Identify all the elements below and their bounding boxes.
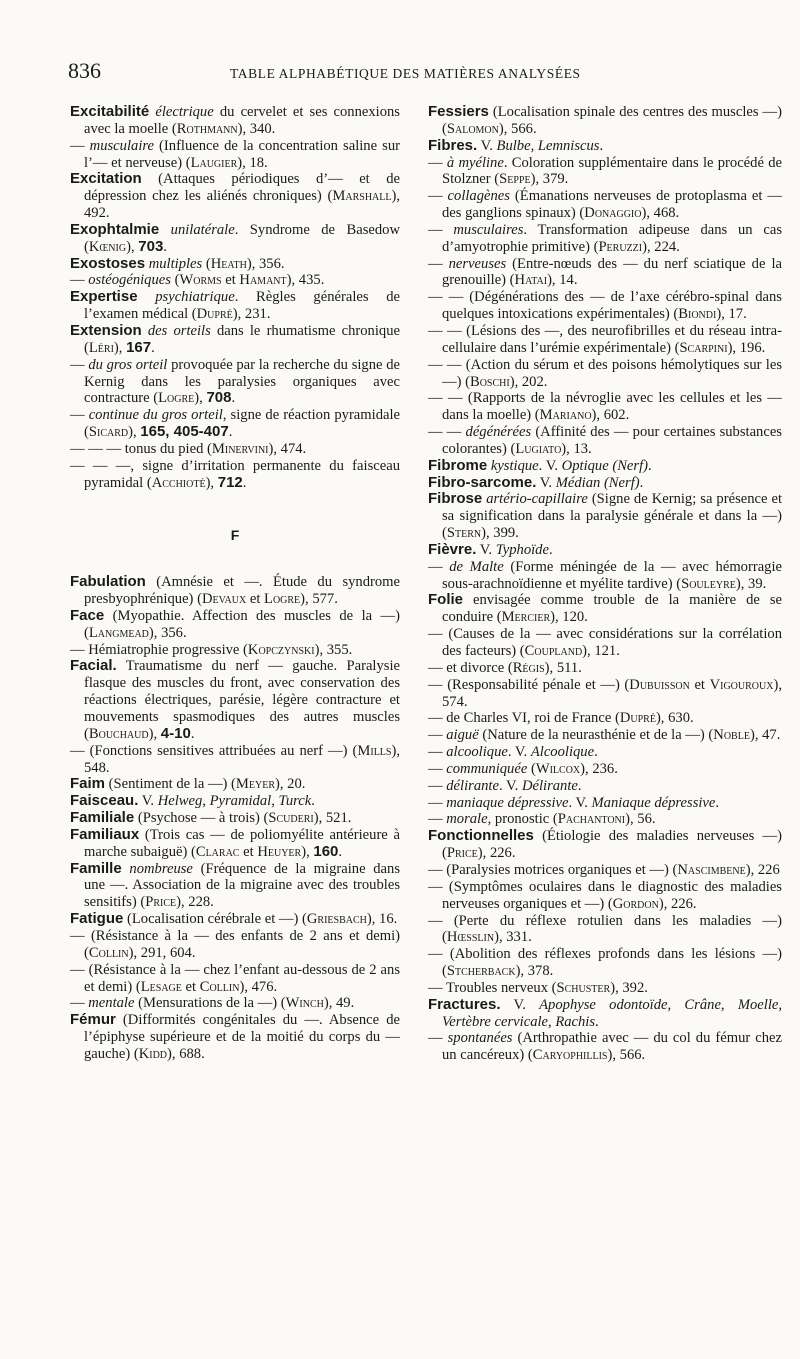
index-entry: — alcoolique. V. Alcoolique. <box>428 744 598 761</box>
index-entry: Fonctionnelles (Étiologie des maladies nerveuses —) (Price), 226. <box>428 827 782 862</box>
left-column <box>70 104 400 1063</box>
index-entry: Fibrome kystique. V. Optique (Nerf). <box>428 456 652 474</box>
index-entry: — Hémiatrophie progressive (Kopczynski), 355. <box>70 641 353 658</box>
index-entry: — continue du gros orteil, signe de réaction pyramidale (Sicard), 165, 405-407. <box>70 407 400 441</box>
index-entry: — (Paralysies motrices organiques et —) (Nascimbene), 226 <box>428 861 780 878</box>
index-entry: Facial. Traumatisme du nerf — gauche. Paralysie flasque des muscles du front, avec conservation des réactions électriques, parésie, légère contracture et mouvements spasmodiques des autres muscles (Bouchaud), 4-10. <box>70 657 400 742</box>
index-entry: — musculaires. Transformation adipeuse dans un cas d’amyotrophie primitive) (Peruzzi), 224. <box>428 221 782 255</box>
page-header <box>68 58 760 86</box>
index-entry: — (Fonctions sensitives attribuées au nerf —) (Mills), 548. <box>70 742 400 776</box>
index-entry: Fièvre. V. Typhoïde. <box>428 540 553 558</box>
index-entry: Familiale (Psychose — à trois) (Scuderi), 521. <box>70 809 352 827</box>
page-number: 836 <box>68 58 101 83</box>
index-entry: Famille nombreuse (Fréquence de la migraine dans une —. Association de la migraine avec des troubles sensitifs) (Price), 228. <box>70 859 400 911</box>
index-entry: Expertise psychiatrique. Règles générales de l’examen médical (Dupré), 231. <box>70 288 400 323</box>
index-entry: — communiquée (Wilcox), 236. <box>428 760 618 777</box>
index-entry: Fibres. V. Bulbe, Lemniscus. <box>428 136 604 154</box>
index-entry: — (Perte du réflexe rotulien dans les maladies —) (Hœsslin), 331. <box>428 912 782 946</box>
index-entry: Faisceau. V. Helweg, Pyramidal, Turck. <box>70 792 315 810</box>
index-entry: — maniaque dépressive. V. Maniaque dépressive. <box>428 794 720 811</box>
index-entry: Faim (Sentiment de la —) (Meyer), 20. <box>70 775 306 793</box>
index-entry: — (Abolition des réflexes profonds dans les lésions —) (Stcherback), 378. <box>428 946 782 980</box>
index-entry: Fibro-sarcome. V. Médian (Nerf). <box>428 473 644 491</box>
index-entry: Fatigue (Localisation cérébrale et —) (Griesbach), 16. <box>70 910 398 928</box>
index-entry: — — (Lésions des —, des neurofibrilles et du réseau intra-cellulaire dans l’urémie expérimentale) (Scarpini), 196. <box>428 322 782 356</box>
index-entry: — du gros orteil provoquée par la recherche du signe de Kernig dans les paralysies organiques avec contracture (Logre), 708. <box>70 356 400 407</box>
index-entry: Fibrose artério-capillaire (Signe de Kernig; sa présence et sa signification dans la paralysie générale et dans la —) (Stern), 399. <box>428 490 783 542</box>
index-entry: — musculaire (Influence de la concentration saline sur l’— et nerveuse) (Laugier), 18. <box>70 137 400 171</box>
index-entry: Exophtalmie unilatérale. Syndrome de Basedow (Kœnig), 703. <box>70 220 400 255</box>
index-entry: — morale, pronostic (Pachantoni), 56. <box>428 811 656 828</box>
index-entry: — (Résistance à la — chez l’enfant au-dessous de 2 ans et demi) (Lesage et Collin), 476. <box>70 961 400 995</box>
index-entry: Folie envisagée comme trouble de la manière de se conduire (Mercier), 120. <box>428 591 782 626</box>
index-entry: — délirante. V. Délirante. <box>428 777 582 794</box>
index-entry: — — (Rapports de la névroglie avec les cellules et les — dans la moelle) (Mariano), 602. <box>428 390 782 424</box>
index-entry: Familiaux (Trois cas — de poliomyélite antérieure à marche subaiguë) (Clarac et Heuyer), 160. <box>70 825 400 860</box>
index-entry: Fessiers (Localisation spinale des centres des muscles —) (Salomon), 566. <box>428 103 782 137</box>
right-column <box>428 104 782 1064</box>
index-entry: Extension des orteils dans le rhumatisme chronique (Léri), 167. <box>70 321 400 356</box>
index-entry: — — — tonus du pied (Minervini), 474. <box>70 440 307 457</box>
index-entry: — de Charles VI, roi de France (Dupré), 630. <box>428 710 694 727</box>
index-entry: — (Responsabilité pénale et —) (Dubuisson et Vigouroux), 574. <box>428 676 782 710</box>
index-entry: Face (Myopathie. Affection des muscles de la —) (Langmead), 356. <box>70 606 400 641</box>
index-entry: — (Résistance à la — des enfants de 2 ans et demi) (Collin), 291, 604. <box>70 927 400 961</box>
index-entry: — de Malte (Forme méningée de la — avec hémorragie sous-arachnoïdienne et myélite tardive) (Souleyre), 39. <box>428 558 783 592</box>
index-entry: — (Symptômes oculaires dans le diagnostic des maladies nerveuses organiques et —) (Gordon), 226. <box>428 878 782 912</box>
index-entry: — et divorce (Régis), 511. <box>428 659 582 676</box>
index-entry: — à myéline. Coloration supplémentaire dans le procédé de Stolzner (Seppe), 379. <box>428 154 782 188</box>
index-entry: Fémur (Difformités congénitales du —. Absence de l’épiphyse supérieure et de la moitié du corps du — gauche) (Kidd), 688. <box>70 1011 400 1062</box>
index-entry: — aiguë (Nature de la neurasthénie et de la —) (Noble), 47. <box>428 727 781 744</box>
index-entry: Excitabilité électrique du cervelet et ses connexions avec la moelle (Rothmann), 340. <box>70 103 400 137</box>
section-letter: F <box>230 527 240 544</box>
index-entry: — — dégénérées (Affinité des — pour certaines substances colorantes) (Lugiato), 13. <box>428 424 782 457</box>
index-entry: — (Causes de la — avec considérations sur la corrélation des facteurs) (Coupland), 121. <box>428 626 782 659</box>
index-entry: — Troubles nerveux (Schuster), 392. <box>428 979 648 996</box>
running-title: TABLE ALPHABÉTIQUE DES MATIÈRES ANALYSÉES <box>230 66 581 81</box>
index-entry: Fabulation (Amnésie et —. Étude du syndrome presbyophrénique) (Devaux et Logre), 577. <box>70 573 400 608</box>
index-entry: — spontanées (Arthropathie avec — du col du fémur chez un cancéreux) (Caryophillis), 566. <box>428 1030 782 1064</box>
index-entry: — collagènes (Émanations nerveuses de protoplasma et — des ganglions spinaux) (Donaggio), 468. <box>428 188 782 222</box>
index-entry: Exostoses multiples (Heath), 356. <box>70 254 285 272</box>
index-entry: — mentale (Mensurations de la —) (Winch), 49. <box>70 995 355 1012</box>
index-entry: — — —, signe d’irritation permanente du faisceau pyramidal (Acchioté), 712. <box>70 457 400 491</box>
index-entry: — ostéogéniques (Worms et Hamant), 435. <box>70 272 325 289</box>
index-entry: — — (Dégénérations des — de l’axe cérébro-spinal dans quelques intoxications expérimentales) (Biondi), 17. <box>428 289 782 323</box>
index-entry: Excitation (Attaques périodiques d’— et de dépression chez les aliénés chroniques) (Marshall), 492. <box>70 170 400 222</box>
index-entry: — — (Action du sérum et des poisons hémolytiques sur les —) (Boschi), 202. <box>428 356 782 390</box>
index-entry: — nerveuses (Entre-nœuds des — du nerf sciatique de la grenouille) (Hatai), 14. <box>428 255 782 289</box>
index-entry: Fractures. V. Apophyse odontoïde, Crâne, Moelle, Vertèbre cervicale, Rachis. <box>428 995 783 1030</box>
